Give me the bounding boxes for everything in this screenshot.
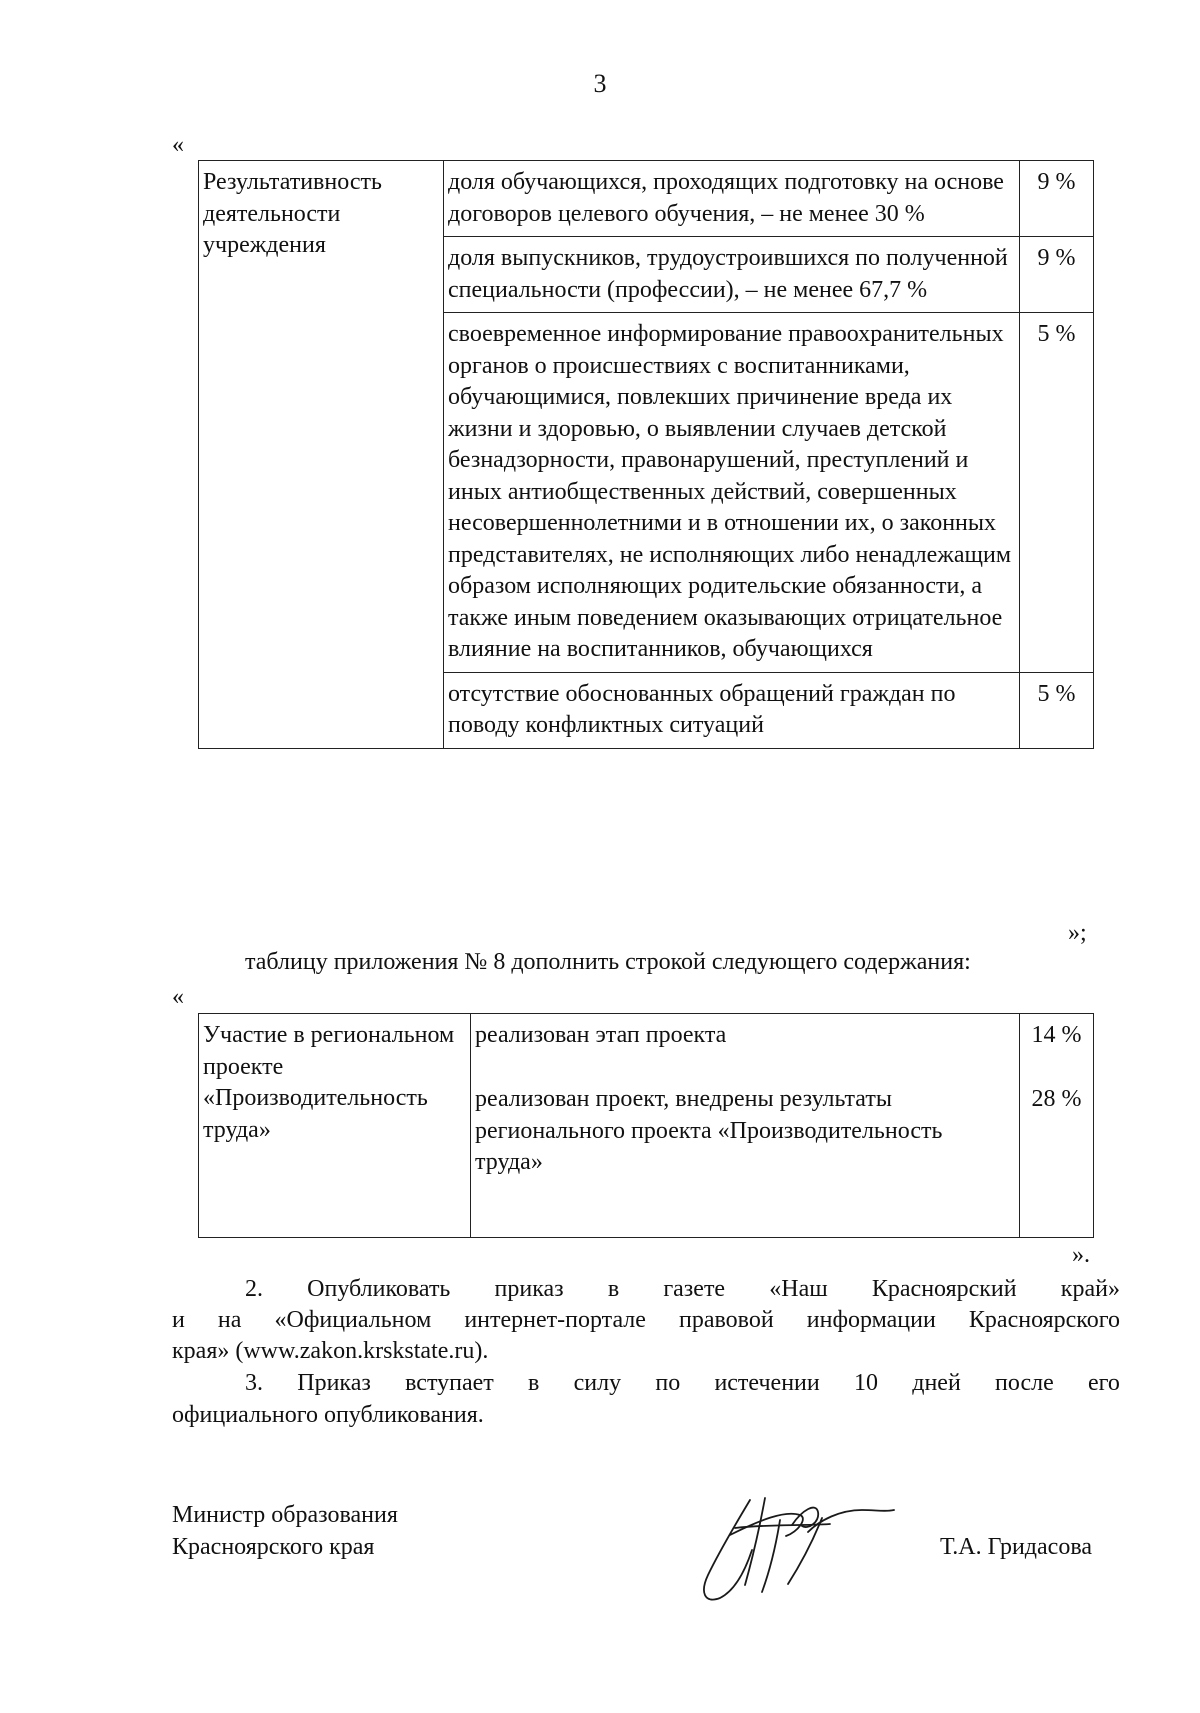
weight-cell: 5 % xyxy=(1020,672,1094,748)
indicator-text: реализован проект, внедрены результаты регионального проекта «Производительность труда» xyxy=(475,1086,943,1175)
word: после xyxy=(995,1370,1054,1396)
word: 2. xyxy=(245,1276,263,1302)
item-2-line-3: края» (www.zakon.krskstate.ru). xyxy=(172,1338,489,1364)
handwritten-signature xyxy=(690,1480,900,1610)
indicator-cell xyxy=(471,1014,1020,1238)
signer-position-line-2: Красноярского края xyxy=(172,1534,375,1560)
weight-text: 28 % xyxy=(1031,1086,1082,1112)
word: Опубликовать xyxy=(307,1276,451,1302)
item-3-line-1 xyxy=(245,1368,1120,1400)
word: приказ xyxy=(494,1276,564,1302)
indicator-cell: доля выпускников, трудоустроившихся по полученной специальности (профессии), – не менее 67,7 % xyxy=(444,237,1020,313)
opening-quote-mark: « xyxy=(172,132,184,158)
indicator-cell: своевременное информирование правоохранительных органов о происшествиях с воспитанниками, обучающимися, повлекших причинение вреда их жизни и здоровью, о выявлении случаев детской безнадзорности, правонарушений, преступлений и иных антиобщественных действий, совершенных несовершеннолетними и в отношении их, о законных представителях, не исполняющих либо ненадлежащим образом исполняющих родительские обязанности, а также иным поведением оказывающих отрицательное влияние на воспитанников, обучающихся xyxy=(444,313,1020,673)
signer-name: Т.А. Гридасова xyxy=(940,1534,1092,1560)
instruction-text: таблицу приложения № 8 дополнить строкой следующего содержания: xyxy=(245,949,971,975)
table-row xyxy=(199,1014,1094,1238)
word: истечении xyxy=(714,1370,820,1396)
opening-quote-mark: « xyxy=(172,984,184,1010)
criterion-cell: Участие в региональном проекте «Производительность труда» xyxy=(199,1014,471,1238)
criteria-table-2 xyxy=(198,1013,1094,1238)
word: силу xyxy=(573,1370,622,1396)
item-2-line-1 xyxy=(245,1274,1120,1306)
weight-cell: 9 % xyxy=(1020,237,1094,313)
indicator-cell: отсутствие обоснованных обращений граждан по поводу конфликтных ситуаций xyxy=(444,672,1020,748)
word: край» xyxy=(1060,1276,1120,1302)
word: по xyxy=(655,1370,681,1396)
table-row xyxy=(199,161,1094,237)
closing-quote-mark: »; xyxy=(1068,920,1087,946)
item-2-line-2: и на «Официальном интернет-портале правовой информации Красноярского xyxy=(172,1307,1120,1333)
word: 10 xyxy=(853,1370,878,1396)
word: вступает xyxy=(405,1370,494,1396)
word: Приказ xyxy=(297,1370,371,1396)
word: 3. xyxy=(245,1370,263,1396)
word: в xyxy=(607,1276,620,1302)
weight-cell xyxy=(1020,1014,1094,1238)
weight-cell: 9 % xyxy=(1020,161,1094,237)
word: «Наш xyxy=(769,1276,828,1302)
indicator-text: реализован этап проекта xyxy=(475,1022,727,1048)
word: Красноярский xyxy=(871,1276,1017,1302)
word: в xyxy=(528,1370,540,1396)
signer-position-line-1: Министр образования xyxy=(172,1502,398,1528)
word: газете xyxy=(663,1276,726,1302)
indicator-cell: доля обучающихся, проходящих подготовку на основе договоров целевого обучения, – не менее 30 % xyxy=(444,161,1020,237)
word: дней xyxy=(912,1370,961,1396)
page-number: 3 xyxy=(593,69,607,98)
weight-cell: 5 % xyxy=(1020,313,1094,673)
item-3-line-2: официального опубликования. xyxy=(172,1402,484,1428)
criterion-cell: Результативность деятельности учреждения xyxy=(199,161,444,749)
closing-quote-mark: ». xyxy=(1072,1242,1090,1268)
criteria-table-1 xyxy=(198,160,1094,749)
word: его xyxy=(1088,1370,1120,1396)
weight-text: 14 % xyxy=(1031,1022,1082,1048)
